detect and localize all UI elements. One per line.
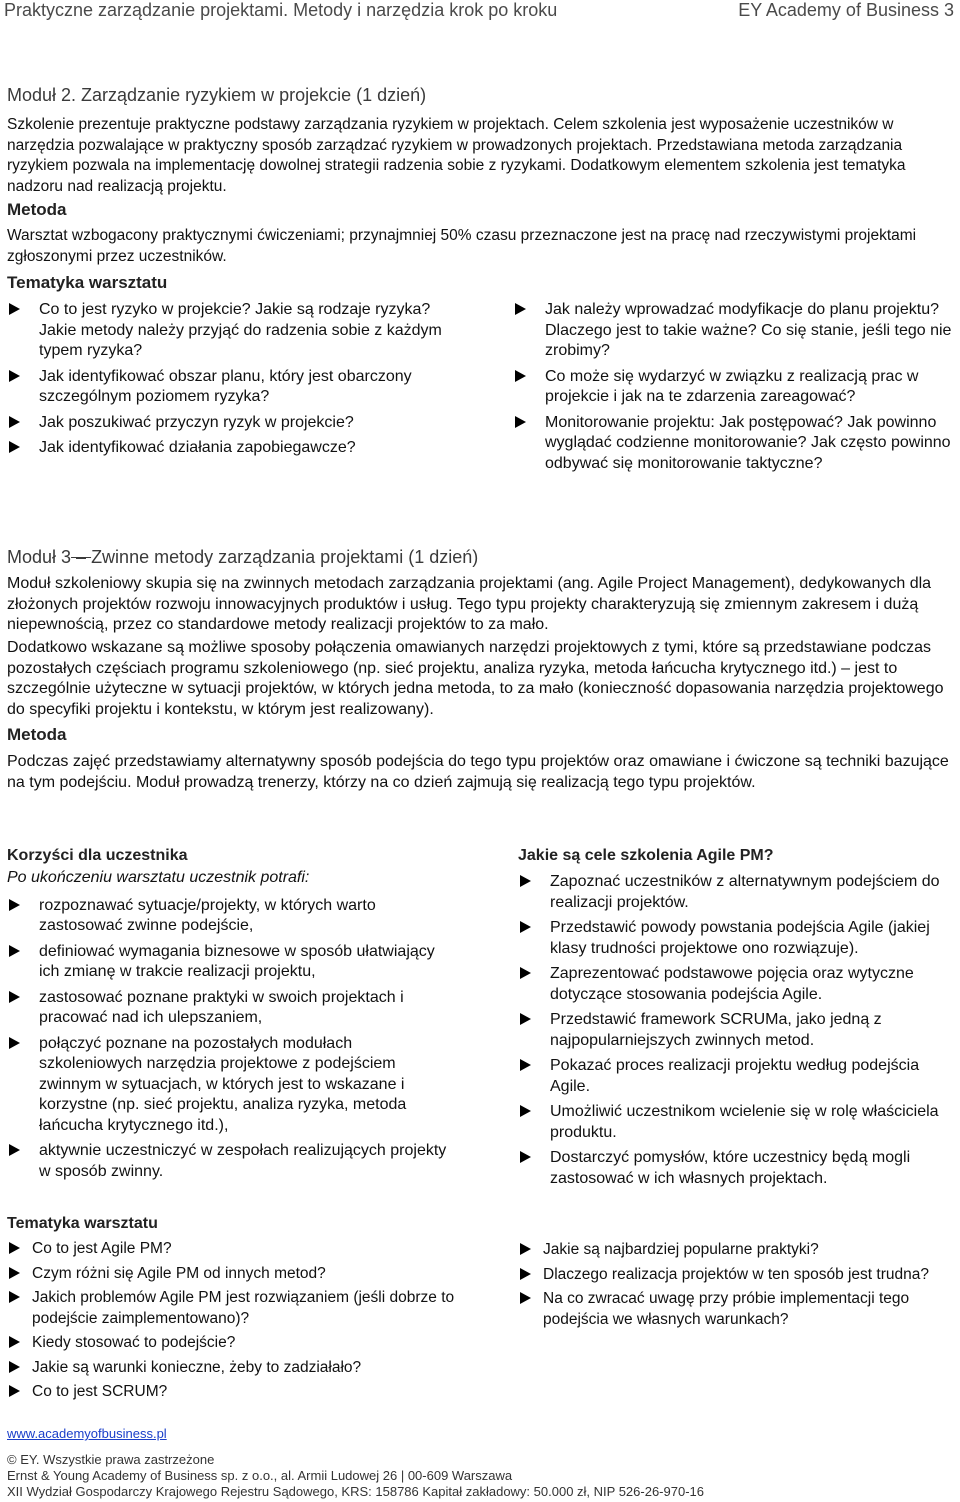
list-item: Dostarczyć pomysłów, które uczestnicy będą mogli zastosować w ich własnych projektach. — [518, 1148, 958, 1189]
module3-topics-left — [7, 1214, 457, 1407]
module3-method-text: Podczas zajęć przedstawiamy alternatywny sposób podejścia do tego typu projektów oraz omawiane i ćwiczone są techniki bazujące na tym podejściu. Moduł prowadzą trenerzy, którzy na co dzień zajmują się realizacją tego typu projektów. — [7, 753, 949, 791]
footer-website-link[interactable]: www.academyofbusiness.pl — [7, 1426, 167, 1441]
bullet-arrow-icon — [9, 1385, 20, 1397]
list-item: Umożliwić uczestnikom wcielenie się w rolę właściciela produktu. — [518, 1102, 958, 1143]
bullet-arrow-icon — [520, 967, 531, 979]
bullet-arrow-icon — [9, 370, 20, 382]
list-item: Jakie są najbardziej popularne praktyki? — [518, 1240, 938, 1261]
list-item: zastosować poznane praktyki w swoich projektach i pracować nad ich ulepszaniem, — [7, 988, 452, 1029]
bullet-arrow-icon — [520, 1151, 531, 1163]
module2-intro: Szkolenie prezentuje praktyczne podstawy zarządzania ryzykiem w projektach. Celem szkolenia jest wyposażenie uczestników w narzędzia pozwalające w praktyczny sposób zarządzać ryzykiem w prowadzonych projektach. Przedstawiana metoda zarządzania ryzykiem pozwala na implementację dowolnej strategii radzenia sobie z ryzykami. Dodatkowym elementem szkolenia jest tematyka nadzoru nad realizacją projektu. — [7, 116, 906, 195]
list-item: Co to jest Agile PM? — [7, 1239, 457, 1260]
list-item: Monitorowanie projektu: Jak postępować? Jak powinno wyglądać codzienne monitorowanie? Jak często powinno odbywać się monitorowanie taktyczne? — [513, 413, 960, 475]
module3-title: Moduł 3 – Zwinne metody zarządzania projektami (1 dzień) — [7, 547, 479, 567]
bullet-arrow-icon — [520, 1013, 531, 1025]
bullet-arrow-icon — [520, 1268, 531, 1280]
bullet-arrow-icon — [9, 899, 20, 911]
goals-heading: Jakie są cele szkolenia Agile PM? — [518, 847, 774, 864]
bullet-arrow-icon — [9, 945, 20, 957]
list-item: Zaprezentować podstawowe pojęcia oraz wytyczne dotyczące stosowania podejścia Agile. — [518, 964, 958, 1005]
bullet-arrow-icon — [9, 1144, 20, 1156]
bullet-arrow-icon — [9, 1336, 20, 1348]
list-item: Przedstawić framework SCRUMa, jako jedną z najpopularniejszych zwinnych metod. — [518, 1010, 958, 1051]
bullet-arrow-icon — [520, 1292, 531, 1304]
list-item: Dlaczego realizacja projektów w ten sposób jest trudna? — [518, 1265, 938, 1286]
module3-topics-heading: Tematyka warsztatu — [7, 1215, 158, 1232]
bullet-arrow-icon — [9, 1037, 20, 1049]
module3-method-heading: Metoda — [7, 725, 67, 744]
module3-intro-1: Moduł szkoleniowy skupia się na zwinnych metodach zarządzania projektami (ang. Agile Project Management), dedykowanych dla złożonych projektów rozwoju innowacyjnych produktów i usług. Tego typu projekty charakteryzują się zmiennym zakresem i dużą niepewnością, przez co standardowe metody realizacji projektów to za mało. — [7, 575, 932, 633]
bullet-arrow-icon — [9, 303, 20, 315]
list-item: Jakich problemów Agile PM jest rozwiązaniem (jeśli dobrze to podejście zaimplementowano)? — [7, 1288, 457, 1329]
footer-registry: XII Wydział Gospodarczy Krajowego Rejestru Sądowego, KRS: 158786 Kapitał zakładowy: 50.000 zł, NIP 526-26-970-16 — [7, 1484, 704, 1499]
list-item: Na co zwracać uwagę przy próbie implementacji tego podejścia we własnych warunkach? — [518, 1289, 938, 1330]
list-item: Zapoznać uczestników z alternatywnym podejściem do realizacji projektów. — [518, 872, 958, 913]
list-item: Co to jest ryzyko w projekcie? Jakie są rodzaje ryzyka? Jakie metody należy przyjąć do radzenia sobie z każdym typem ryzyka? — [7, 300, 447, 362]
list-item: aktywnie uczestniczyć w zespołach realizujących projekty w sposób zwinny. — [7, 1141, 452, 1182]
list-item: Kiedy stosować to podejście? — [7, 1333, 457, 1354]
list-item: Przedstawić powody powstania podejścia Agile (jakiej klasy trudności projektowe ono rozwiązuje). — [518, 918, 958, 959]
module3-topics-right — [518, 1240, 938, 1334]
list-item: Co to jest SCRUM? — [7, 1382, 457, 1403]
bullet-arrow-icon — [9, 1267, 20, 1279]
bullet-arrow-icon — [9, 441, 20, 453]
module2-topics-left — [7, 300, 447, 464]
module3-intro-2: Dodatkowo wskazane są możliwe sposoby połączenia omawianych narzędzi projektowych z tymi, które są przedstawiane podczas pozostałych częściach programu szkoleniowego (np. sieć projektu, analiza ryzyka, metoda łańcucha krytycznego itd.) – jest to szczególnie użyteczne w sytuacji projektów, w których jedna metoda, to za mało (konieczność dopasowania narzędzia projektowego do specyfiki projektu i kontekstu, w którym jest realizowany). — [7, 639, 944, 718]
list-item: Jak identyfikować obszar planu, który jest obarczony szczególnym poziomem ryzyka? — [7, 367, 447, 408]
module3-goals — [518, 846, 958, 1194]
bullet-arrow-icon — [9, 1361, 20, 1373]
list-item: Co może się wydarzyć w związku z realizacją prac w projekcie i jak na te zdarzenia zareagować? — [513, 367, 960, 408]
module2-method-heading: Metoda — [7, 200, 67, 219]
bullet-arrow-icon — [520, 1243, 531, 1255]
page-header — [0, 0, 960, 24]
module2-topics-heading: Tematyka warsztatu — [7, 273, 168, 292]
list-item: połączyć poznane na pozostałych modułach szkoleniowych narzędzia projektowe z podejściem zwinnym w sytuacjach, w których jest to wskazane i korzystne (np. sieć projektu, analiza ryzyka, metoda łańcucha krytycznego itd.), — [7, 1034, 452, 1137]
bullet-arrow-icon — [515, 303, 526, 315]
list-item: definiować wymagania biznesowe w sposób ułatwiający ich zmianę w trakcie realizacji projektu, — [7, 942, 452, 983]
bullet-arrow-icon — [520, 1105, 531, 1117]
list-item: Jakie są warunki konieczne, żeby to zadziałało? — [7, 1358, 457, 1379]
bullet-arrow-icon — [9, 1242, 20, 1254]
benefits-intro: Po ukończeniu warsztatu uczestnik potrafi: — [7, 869, 310, 886]
list-item: Pokazać proces realizacji projektu według podejścia Agile. — [518, 1056, 958, 1097]
bullet-arrow-icon — [515, 416, 526, 428]
bullet-arrow-icon — [9, 1291, 20, 1303]
footer — [7, 1426, 704, 1500]
footer-copyright: © EY. Wszystkie prawa zastrzeżone — [7, 1452, 215, 1467]
module2-title: Moduł 2. Zarządzanie ryzykiem w projekcie (1 dzień) — [7, 85, 427, 105]
list-item: Czym różni się Agile PM od innych metod? — [7, 1264, 457, 1285]
bullet-arrow-icon — [520, 875, 531, 887]
header-title: Praktyczne zarządzanie projektami. Metody i narzędzia krok po kroku — [4, 0, 558, 20]
module2-method-text: Warsztat wzbogacony praktycznymi ćwiczeniami; przynajmniej 50% czasu przeznaczone jest na pracę nad rzeczywistymi projektami zgłoszonymi przez uczestników. — [7, 227, 917, 265]
module2-topics-right — [513, 300, 960, 479]
footer-company: Ernst & Young Academy of Business sp. z o.o., al. Armii Ludowej 26 | 00-609 Warszawa — [7, 1468, 513, 1483]
header-brand-page: EY Academy of Business 3 — [738, 0, 954, 20]
bullet-arrow-icon — [515, 370, 526, 382]
module3-benefits — [7, 846, 452, 1187]
list-item: Jak poszukiwać przyczyn ryzyk w projekcie? — [7, 413, 447, 434]
bullet-arrow-icon — [9, 991, 20, 1003]
list-item: Jak identyfikować działania zapobiegawcze? — [7, 438, 447, 459]
bullet-arrow-icon — [9, 416, 20, 428]
list-item: rozpoznawać sytuacje/projekty, w których warto zastosować zwinne podejście, — [7, 896, 452, 937]
bullet-arrow-icon — [520, 921, 531, 933]
benefits-heading: Korzyści dla uczestnika — [7, 847, 188, 864]
list-item: Jak należy wprowadzać modyfikacje do planu projektu? Dlaczego jest to takie ważne? Co się stanie, jeśli tego nie zrobimy? — [513, 300, 960, 362]
bullet-arrow-icon — [520, 1059, 531, 1071]
